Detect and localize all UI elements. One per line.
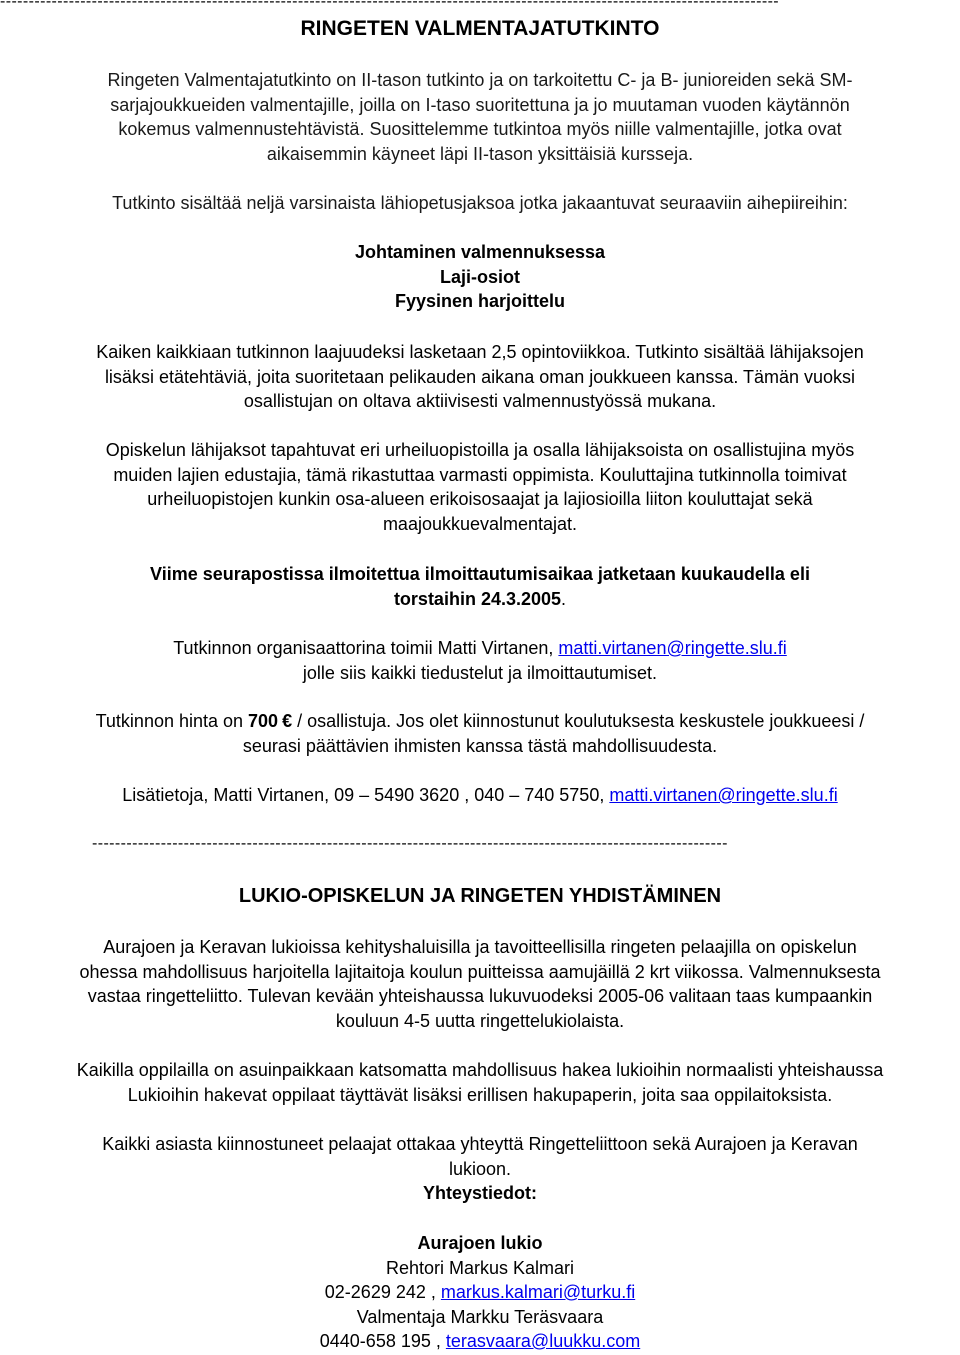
deadline-line: Viime seurapostissa ilmoitettua ilmoittautumisaikaa jatketaan kuukaudella eli (150, 564, 810, 584)
principal-phone: 02-2629 242 , (324, 1282, 441, 1302)
coach-email-link[interactable]: terasvaara@luukku.com (445, 1331, 641, 1351)
lukio-paragraph-2 (0, 1058, 960, 1107)
lukio-line: kouluun 4-5 uutta ringettelukiolaista. (335, 1010, 625, 1031)
topics-list (0, 240, 960, 314)
organizer-email-link[interactable]: matti.virtanen@ringette.slu.fi (558, 638, 787, 658)
deadline-notice (0, 562, 960, 611)
top-dashed-rule: ---------------------------------------------------------------------------------------------------------------------------------------- (0, 0, 780, 10)
topic-item: Laji-osiot (440, 266, 520, 287)
study-line: urheiluopistojen kunkin osa-alueen erikoisosaajat ja lajiosioilla liiton kouluttajat sekä (147, 489, 813, 509)
study-line: Opiskelun lähijaksot tapahtuvat eri urheiluopistoilla ja osalla lähijaksoista on osallistujina myös (105, 440, 855, 460)
lukio-line: Kaikki asiasta kiinnostuneet pelaajat ottakaa yhteyttä Ringetteliittoon sekä Aurajoen ja Keravan (102, 1134, 858, 1154)
info-text: Lisätietoja, Matti Virtanen, 09 – 5490 3620 , 040 – 740 5750, (122, 785, 610, 805)
section-title-lukio: LUKIO-OPISKELUN JA RINGETEN YHDISTÄMINEN (238, 885, 722, 907)
price-paragraph (0, 709, 960, 758)
intro-line: sarjajoukkueiden valmentajille, joilla on I-taso suoritettuna ja jo muutaman vuoden käytännön (110, 94, 850, 115)
deadline-date-line (0, 587, 960, 612)
price-value: 700 (248, 711, 279, 731)
coach-phone: 0440-658 195 , (319, 1331, 446, 1351)
contacts-heading: Yhteystiedot: (422, 1183, 537, 1203)
price-suffix: / osallistuja. Jos olet kiinnostunut koulutuksesta keskustele joukkueesi / (292, 711, 865, 731)
lukio-paragraph-3 (0, 1132, 960, 1206)
price-prefix: Tutkinnon hinta on (95, 711, 249, 731)
intro-line: Ringeten Valmentajatutkinto on II-tason tutkinto ja on tarkoitettu C- ja B- junioreiden sekä SM- (107, 70, 853, 90)
intro-paragraph (0, 68, 960, 166)
contact-block (0, 1231, 960, 1354)
deadline-period: . (561, 588, 567, 609)
lukio-line: Lukioihin hakevat oppilaat täyttävät lisäksi erillisen hakupaperin, joita saa oppilaitoksista. (127, 1084, 833, 1105)
intro-line: kokemus valmennustehtävistä. Suosittelemme tutkintoa myös niille valmentajille, jotka ovat (118, 119, 842, 139)
coach-name: Valmentaja Markku Teräsvaara (356, 1306, 604, 1327)
topic-item: Fyysinen harjoittelu (394, 291, 566, 311)
organizer-line-2: jolle siis kaikki tiedustelut ja ilmoittautumiset. (302, 662, 658, 683)
info-email-link[interactable]: matti.virtanen@ringette.slu.fi (609, 785, 838, 805)
coach-contact (0, 1329, 960, 1354)
principal-email-link[interactable]: markus.kalmari@turku.fi (440, 1282, 636, 1302)
scope-paragraph (0, 340, 960, 414)
lukio-line: lukioon. (448, 1158, 512, 1179)
study-line: maajoukkuevalmentajat. (382, 513, 578, 534)
organizer-line (0, 636, 960, 661)
lukio-paragraph-1 (0, 935, 960, 1033)
school-name: Aurajoen lukio (417, 1233, 543, 1253)
organizer-paragraph (0, 636, 960, 685)
study-line: muiden lajien edustajia, tämä rikastuttaa varmasti oppimista. Kouluttajina tutkinnolla toimivat (113, 464, 847, 485)
lukio-line: Kaikilla oppilailla on asuinpaikkaan katsomatta mahdollisuus hakea lukioihin normaalisti yhteishaussa (76, 1060, 884, 1080)
deadline-date: torstaihin 24.3.2005 (393, 588, 562, 609)
middle-dashed-rule: --------------------------------------------------------------------------------------------------------------- (92, 836, 728, 852)
topic-item: Johtaminen valmennuksessa (354, 242, 606, 262)
contents-line: Tutkinto sisältää neljä varsinaista lähiopetusjaksoa jotka jakaantuvat seuraaviin aihepiireihin: (112, 193, 848, 213)
intro-line: aikaisemmin käyneet läpi II-tason yksittäisiä kursseja. (266, 143, 694, 164)
organizer-text: Tutkinnon organisaattorina toimii Matti Virtanen, (173, 638, 559, 658)
lukio-line: Aurajoen ja Keravan lukioissa kehityshaluisilla ja tavoitteellisilla ringeten pelaajilla on opiskelun (103, 937, 857, 957)
study-paragraph (0, 438, 960, 536)
scope-line: lisäksi etätehtäviä, joita suoritetaan pelikauden aikana oman joukkueen kanssa. Tämän vuoksi (104, 366, 856, 387)
lukio-line: ohessa mahdollisuus harjoitella lajitaitoja koulun puitteissa aamujäillä 2 krt viikossa. Valmennuksesta (79, 961, 881, 982)
price-line-2: seurasi päättävien ihmisten kanssa tästä mahdollisuudesta. (242, 735, 718, 756)
section-title-valmentajatutkinto: RINGETEN VALMENTAJATUTKINTO (300, 17, 660, 40)
scope-line: osallistujan on oltava aktiivisesti valmennustyössä mukana. (243, 391, 717, 411)
principal-name: Rehtori Markus Kalmari (385, 1257, 575, 1278)
lukio-line: vastaa ringetteliitto. Tulevan kevään yhteishaussa lukuvuodeksi 2005-06 valitaan taas kumpaankin (87, 986, 873, 1006)
price-line (0, 709, 960, 734)
euro-icon: € (282, 711, 293, 731)
scope-line: Kaiken kaikkiaan tutkinnon laajuudeksi lasketaan 2,5 opintoviikkoa. Tutkinto sisältää lähijaksojen (96, 342, 864, 362)
info-line (0, 783, 960, 808)
principal-contact (0, 1280, 960, 1305)
